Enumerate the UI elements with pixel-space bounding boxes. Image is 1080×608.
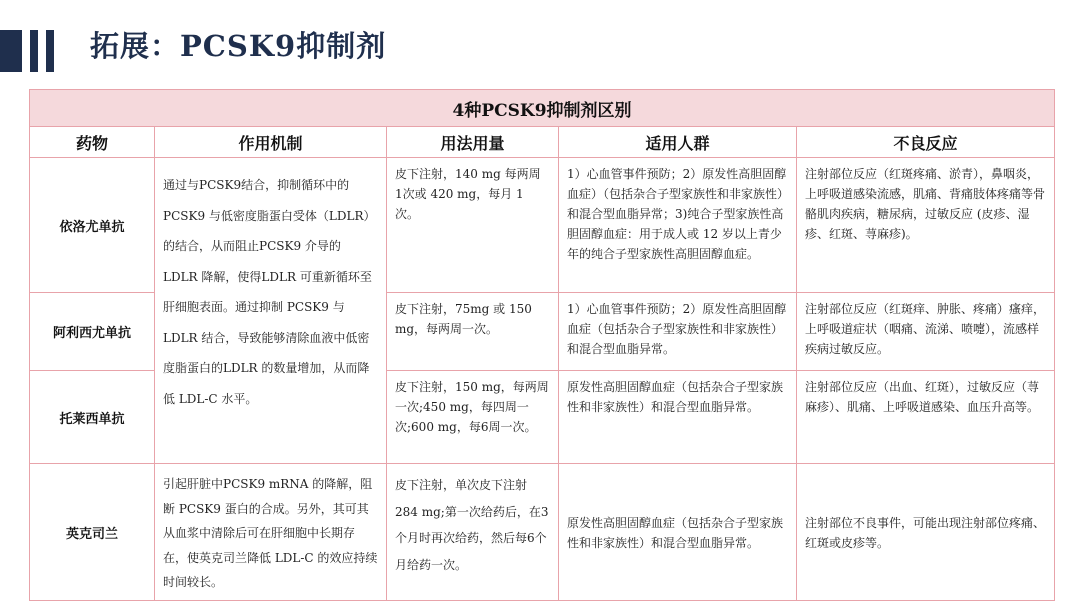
header-mechanism: 作用机制: [155, 127, 387, 158]
table-row: [30, 464, 1055, 601]
drug-name: 依洛尤单抗: [30, 158, 155, 293]
population-cell: 1）心血管事件预防；2）原发性高胆固醇血症（包括杂合子型家族性和非家族性）和混合型血脂异常。: [559, 293, 797, 371]
header-usage: 用法用量: [387, 127, 559, 158]
header-population: 适用人群: [559, 127, 797, 158]
bar-shape: [46, 30, 54, 72]
drug-name: 英克司兰: [30, 464, 155, 601]
usage-cell: 皮下注射，单次皮下注射 284 mg;第一次给药后，在3个月时再次给药，然后每6个月给药一次。: [387, 464, 559, 601]
slide-title: 拓展：PCSK9抑制剂: [90, 29, 387, 63]
adverse-cell: 注射部位反应（红斑疼痛、淤青），鼻咽炎，上呼吸道感染流感，肌痛、背痛肢体疼痛等骨骼肌肉疾病，糖尿病，过敏反应 (皮疹、湿疹、红斑、荨麻疹)。: [797, 158, 1055, 293]
usage-cell: 皮下注射，75mg 或 150 mg，每两周一次。: [387, 293, 559, 371]
bar-shape: [0, 30, 22, 72]
adverse-cell: 注射部位反应（出血、红斑），过敏反应（荨麻疹）、肌痛、上呼吸道感染、血压升高等。: [797, 371, 1055, 464]
adverse-cell: 注射部位不良事件，可能出现注射部位疼痛、红斑或皮疹等。: [797, 464, 1055, 601]
usage-cell: 皮下注射，140 mg 每两周 1次或 420 mg，每月 1 次。: [387, 158, 559, 293]
population-cell: 原发性高胆固醇血症（包括杂合子型家族性和非家族性）和混合型血脂异常。: [559, 464, 797, 601]
table-caption: 4种PCSK9抑制剂区别: [30, 90, 1055, 127]
table-row: [30, 158, 1055, 293]
drug-name: 托莱西单抗: [30, 371, 155, 464]
usage-cell: 皮下注射，150 mg，每两周一次;450 mg，每四周一次;600 mg，每6周一次。: [387, 371, 559, 464]
mechanism-cell: 引起肝脏中PCSK9 mRNA 的降解，阻断 PCSK9 蛋白的合成。另外，其可其从血浆中清除后可在肝细胞中长期存在，使英克司兰降低 LDL-C 的效应持续时间较长。: [155, 464, 387, 601]
header-drug: 药物: [30, 127, 155, 158]
shared-mechanism: 通过与PCSK9结合，抑制循环中的PCSK9 与低密度脂蛋白受体（LDLR）的结合，从而阻止PCSK9 介导的 LDLR 降解，使得LDLR 可重新循环至肝细胞表面。通过抑制 PCSK9 与 LDLR 结合，导致能够清除血液中低密度脂蛋白的LDLR 的数量增加，从而降低 LDL-C 水平。: [155, 158, 387, 464]
bar-shape: [30, 30, 38, 72]
decorative-bars: [0, 30, 60, 72]
population-cell: 原发性高胆固醇血症（包括杂合子型家族性和非家族性）和混合型血脂异常。: [559, 371, 797, 464]
drug-name: 阿利西尤单抗: [30, 293, 155, 371]
adverse-cell: 注射部位反应（红斑痒、肿胀、疼痛）瘙痒，上呼吸道症状（咽痛、流涕、喷嚏），流感样疾病过敏反应。: [797, 293, 1055, 371]
population-cell: 1）心血管事件预防；2）原发性高胆固醇血症）（包括杂合子型家族性和非家族性）和混合型血脂异常；3)纯合子型家族性高胆固醇血症：用于成人或 12 岁以上青少年的纯合子型家族性高胆固醇血症。: [559, 158, 797, 293]
comparison-table: [29, 89, 1055, 601]
header-adverse: 不良反应: [797, 127, 1055, 158]
